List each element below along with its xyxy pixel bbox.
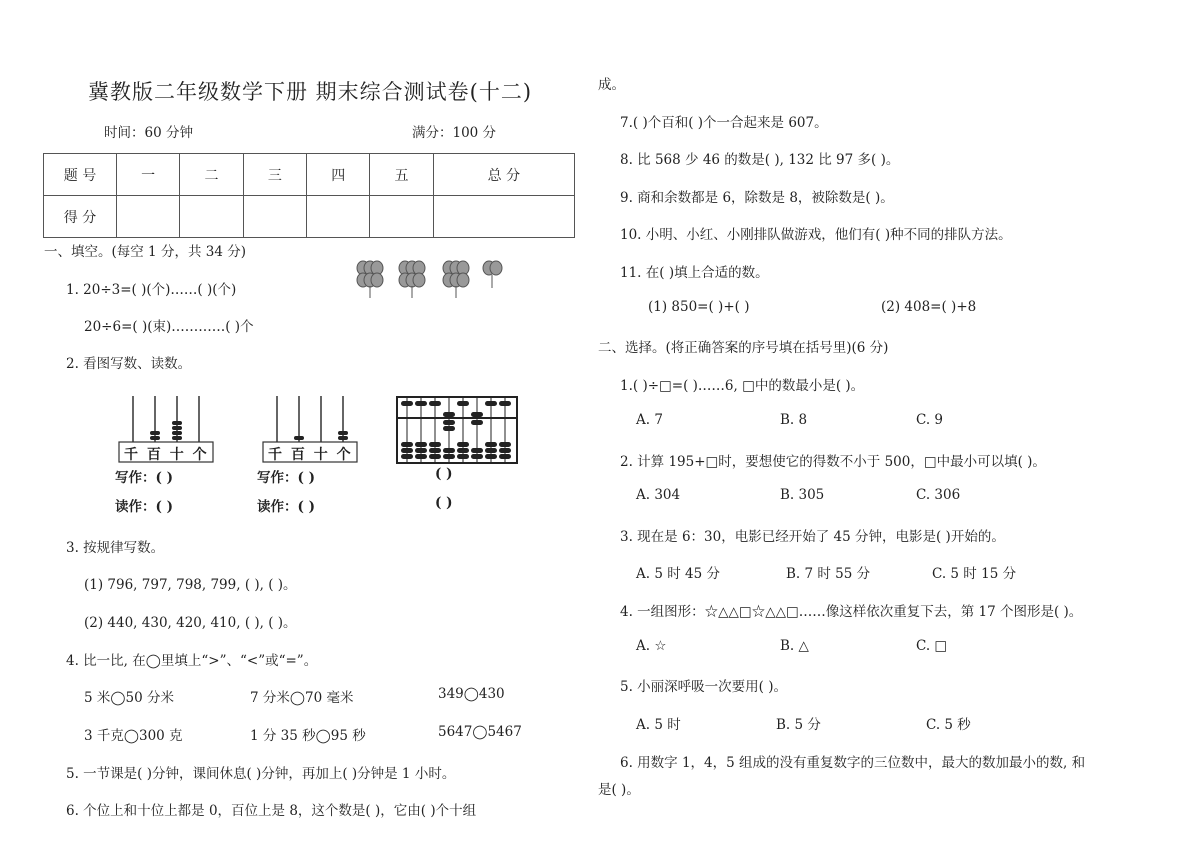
question-5: 5. 一节课是( )分钟，课间休息( )分钟，再加上( )分钟是 1 小时。	[66, 766, 456, 782]
choice-question-2: 2. 计算 195+□时，要想使它的得数不小于 500，□中最小可以填( )。	[620, 454, 1046, 470]
choice-option: B. 305	[780, 487, 825, 503]
choice-question-4: 4. 一组图形：☆△△□☆△△□……像这样依次重复下去，第 17 个图形是( )。	[620, 604, 1083, 620]
score-table-cell: 三	[243, 154, 306, 196]
choice-option: B. 7 时 55 分	[786, 566, 871, 582]
page-title: 冀教版二年级数学下册 期末综合测试卷(十二)	[88, 80, 533, 104]
choice-option: A. ☆	[636, 638, 667, 654]
score-input-cell[interactable]	[180, 196, 243, 238]
balloon-group-icon	[443, 261, 469, 287]
choice-option: C. 306	[916, 487, 961, 503]
counting-frame-1-labels: 千 百 十 个	[124, 447, 209, 463]
read-answer-3: ( )	[435, 495, 453, 511]
question-11: 11. 在( )填上合适的数。	[620, 265, 769, 281]
balloon-group-icon	[357, 261, 383, 287]
compare-item: 1 分 35 秒◯95 秒	[250, 728, 366, 744]
score-table-score-row	[44, 196, 575, 238]
abacus-illustration	[396, 396, 518, 464]
compare-item: 7 分米◯70 毫米	[250, 690, 354, 706]
compare-item: 5647◯5467	[438, 724, 522, 740]
question-2: 2. 看图写数、读数。	[66, 356, 192, 372]
question-10: 10. 小明、小红、小刚排队做游戏，他们有( )种不同的排队方法。	[620, 227, 1012, 243]
question-11b: (2) 408=( )+8	[881, 299, 977, 315]
score-input-cell[interactable]	[370, 196, 433, 238]
choice-question-6: 6. 用数字 1，4，5 组成的没有重复数字的三位数中，最大的数加最小的数, 和	[620, 755, 1086, 771]
choice-option: B. △	[780, 638, 809, 654]
choice-option: A. 5 时	[636, 717, 681, 733]
choice-question-3: 3. 现在是 6：30，电影已经开始了 45 分钟，电影是( )开始的。	[620, 529, 1005, 545]
question-1b: 20÷6=( )(束)…………( )个	[84, 319, 254, 335]
compare-item: 349◯430	[438, 686, 505, 702]
score-input-cell[interactable]	[433, 196, 574, 238]
balloon-pair-icon	[483, 261, 502, 275]
exam-time: 时间：60 分钟	[104, 125, 193, 141]
score-table-cell: 四	[307, 154, 370, 196]
score-table-cell: 得 分	[44, 196, 117, 238]
balloon-groups-illustration	[354, 258, 514, 302]
score-table-cell: 一	[117, 154, 180, 196]
choice-option: A. 304	[636, 487, 681, 503]
section-2-heading: 二、选择。(将正确答案的序号填在括号里)(6 分)	[598, 340, 889, 356]
choice-question-6-continued: 是( )。	[598, 782, 640, 798]
score-table-cell: 题 号	[44, 154, 117, 196]
choice-option: B. 8	[780, 412, 808, 428]
choice-option: C. □	[916, 638, 948, 654]
counting-frame-2-labels: 千 百 十 个	[268, 447, 353, 463]
choice-option: C. 5 时 15 分	[932, 566, 1017, 582]
compare-item: 3 千克◯300 克	[84, 728, 183, 744]
score-table-cell: 二	[180, 154, 243, 196]
question-8: 8. 比 568 少 46 的数是( ), 132 比 97 多( )。	[620, 152, 900, 168]
read-answer-1: 读作：( )	[115, 499, 173, 515]
exam-full-score: 满分：100 分	[412, 125, 497, 141]
score-input-cell[interactable]	[307, 196, 370, 238]
score-table-cell: 总 分	[433, 154, 574, 196]
question-1a: 1. 20÷3=( )(个)……( )(个)	[66, 282, 237, 298]
write-answer-2: 写作：( )	[257, 470, 315, 486]
read-answer-2: 读作：( )	[257, 499, 315, 515]
question-6: 6. 个位上和十位上都是 0，百位上是 8，这个数是( )，它由( )个十组	[66, 803, 477, 819]
balloon-group-icon	[399, 261, 425, 287]
question-6-continued: 成。	[598, 77, 625, 93]
choice-option: B. 5 分	[776, 717, 821, 733]
score-input-cell[interactable]	[243, 196, 306, 238]
compare-item: 5 米◯50 分米	[84, 690, 174, 706]
choice-option: C. 9	[916, 412, 944, 428]
question-3a: (1) 796, 797, 798, 799, ( ), ( )。	[84, 577, 297, 593]
write-answer-1: 写作：( )	[115, 470, 173, 486]
choice-question-1: 1.( )÷□=( )……6, □中的数最小是( )。	[620, 378, 865, 394]
score-table	[43, 153, 575, 238]
choice-option: C. 5 秒	[926, 717, 971, 733]
score-table-header-row	[44, 154, 575, 196]
score-input-cell[interactable]	[117, 196, 180, 238]
question-4: 4. 比一比, 在◯里填上“>”、“<”或“=”。	[66, 653, 318, 669]
question-11a: (1) 850=( )+( )	[648, 299, 750, 315]
score-table-cell: 五	[370, 154, 433, 196]
write-answer-3: ( )	[435, 466, 453, 482]
question-7: 7.( )个百和( )个一合起来是 607。	[620, 115, 828, 131]
choice-question-5: 5. 小丽深呼吸一次要用( )。	[620, 679, 787, 695]
question-9: 9. 商和余数都是 6，除数是 8，被除数是( )。	[620, 190, 894, 206]
question-3b: (2) 440, 430, 420, 410, ( ), ( )。	[84, 615, 297, 631]
question-3: 3. 按规律写数。	[66, 540, 165, 556]
section-1-heading: 一、填空。(每空 1 分，共 34 分)	[44, 244, 246, 260]
choice-option: A. 5 时 45 分	[636, 566, 720, 582]
choice-option: A. 7	[636, 412, 663, 428]
